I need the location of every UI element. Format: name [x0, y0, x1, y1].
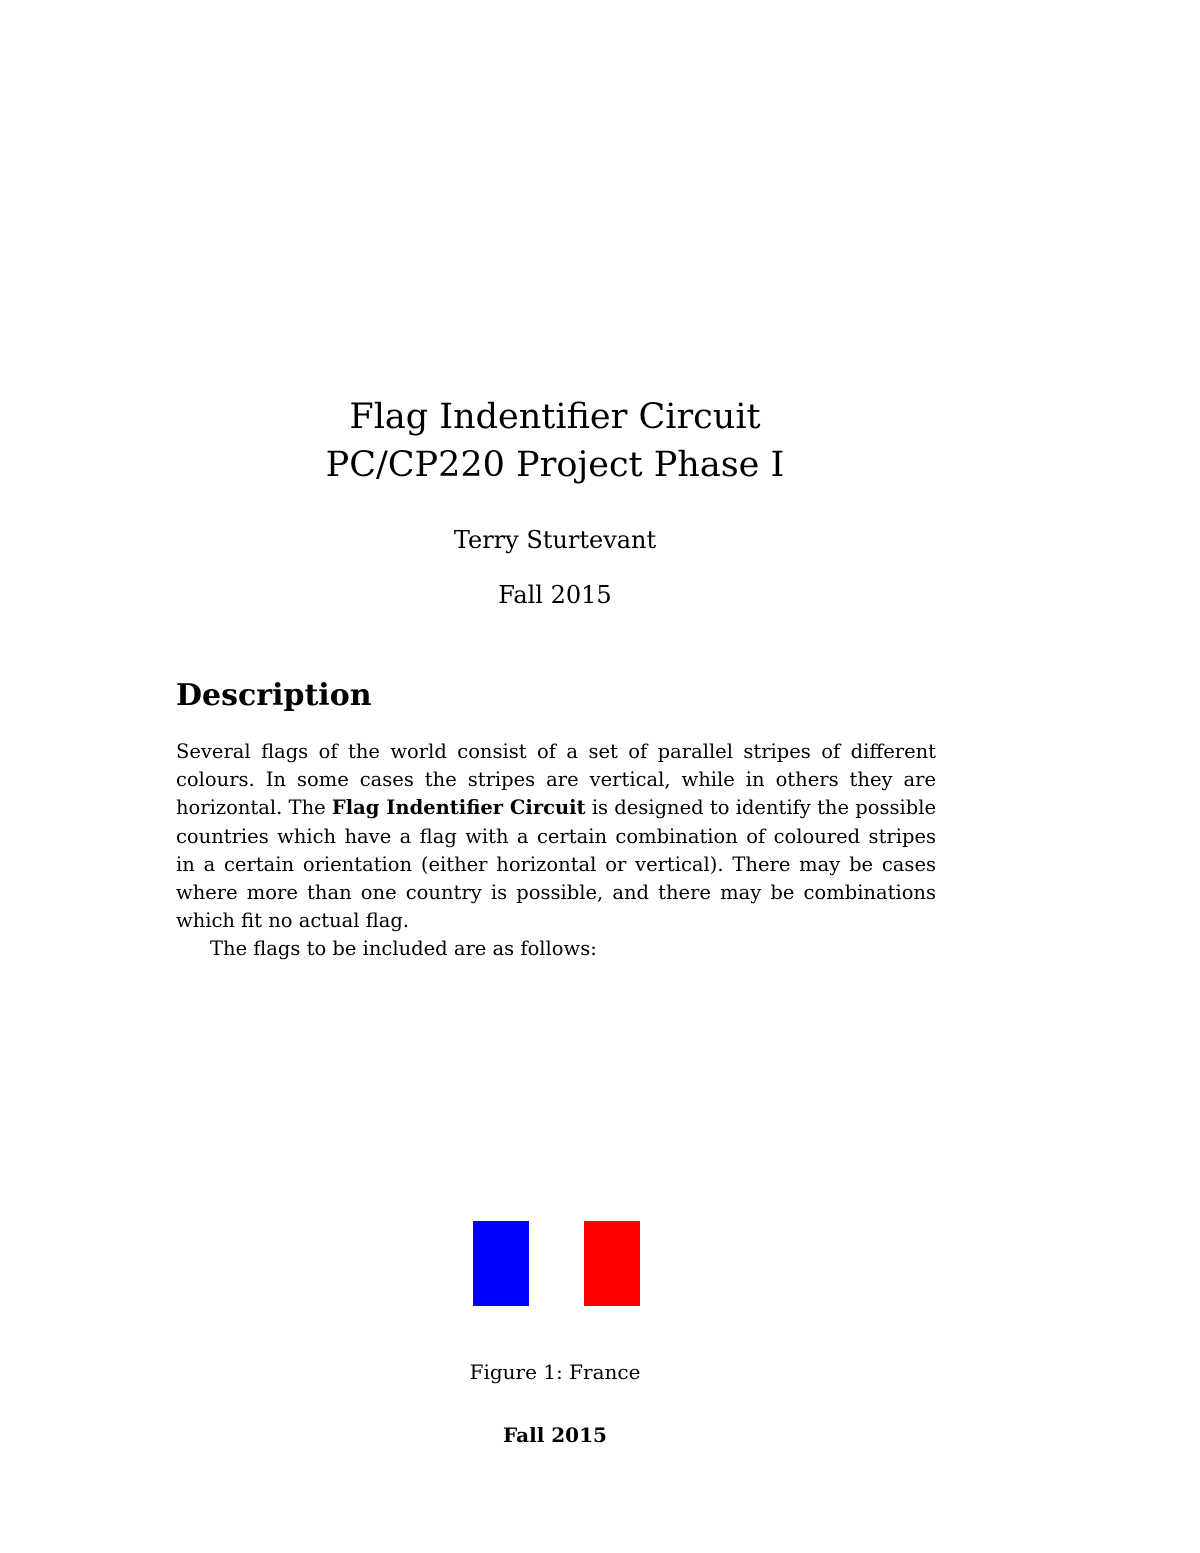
flag-figure-france	[473, 1221, 640, 1306]
flag-stripe-3	[584, 1221, 640, 1306]
author: Terry Sturtevant	[453, 526, 657, 554]
paragraph-1	[176, 740, 936, 932]
paragraph-1-text-b: is designed to identify the possible countries which have a flag with a certain combination of coloured stripes in a certain orientation (either horizontal or vertical). There may be cases where more than one country is possible, and there may be combinations which fit no actual flag.	[176, 796, 936, 933]
flag-stripe-1	[473, 1221, 529, 1306]
page-footer: Fall 2015	[503, 1423, 607, 1447]
title-line-1: Flag Indentifier Circuit	[349, 397, 761, 437]
paragraph-1-bold-term: Flag Indentifier Circuit	[331, 796, 586, 820]
figure-caption: Figure 1: France	[469, 1360, 641, 1384]
flag-stripe-2	[529, 1221, 584, 1306]
title-block	[0, 393, 1110, 489]
date: Fall 2015	[498, 581, 612, 609]
section-heading-description: Description	[176, 678, 372, 713]
title-line-2: PC/CP220 Project Phase I	[325, 445, 785, 485]
description-body	[176, 738, 936, 964]
paragraph-2: The flags to be included are as follows:	[210, 937, 597, 961]
paragraph-1-text-a: Several flags of the world consist of a set of parallel stripes of different colours. In some cases the stripes are vertical, while in others they are horizontal. The	[176, 740, 936, 820]
flag-svg	[473, 1221, 640, 1306]
